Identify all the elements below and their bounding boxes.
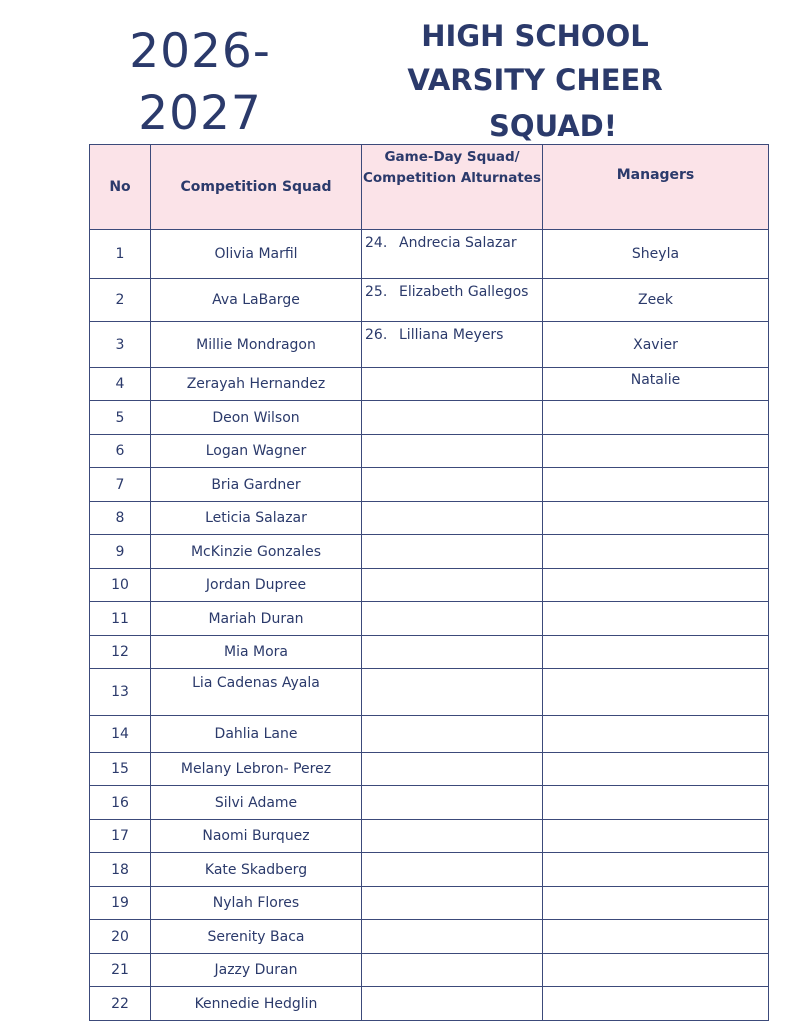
game-day-squad-member: [362, 786, 543, 820]
row-number: 4: [90, 368, 151, 401]
manager: [543, 636, 769, 669]
table-row: [90, 535, 769, 569]
table-row: [90, 569, 769, 602]
game-day-squad-member: [362, 230, 543, 279]
game-day-squad-member: [362, 853, 543, 887]
manager: Zeek: [543, 279, 769, 322]
competition-squad-member: Olivia Marfil: [151, 230, 362, 279]
manager: [543, 954, 769, 987]
table-row: [90, 753, 769, 786]
competition-squad-member: Logan Wagner: [151, 435, 362, 468]
table-row: [90, 716, 769, 753]
manager: [543, 887, 769, 920]
year-heading-line-2: 2027: [138, 86, 262, 141]
table-row: [90, 468, 769, 502]
row-number: 21: [90, 954, 151, 987]
game-day-squad-member: [362, 920, 543, 954]
alternate-number: 26.: [365, 327, 388, 343]
roster-table: [89, 144, 769, 1021]
year-heading-line-1: 2026-: [129, 24, 271, 79]
game-day-squad-member: [362, 502, 543, 535]
row-number: 19: [90, 887, 151, 920]
row-number: 8: [90, 502, 151, 535]
table-row: [90, 279, 769, 322]
competition-squad-member: Serenity Baca: [151, 920, 362, 954]
competition-squad-member: Jazzy Duran: [151, 954, 362, 987]
table-row: [90, 368, 769, 401]
game-day-squad-member: [362, 468, 543, 502]
row-number: 5: [90, 401, 151, 435]
manager: [543, 987, 769, 1021]
competition-squad-member: Ava LaBarge: [151, 279, 362, 322]
table-row: [90, 669, 769, 716]
table-row: [90, 920, 769, 954]
competition-squad-member: Kennedie Hedglin: [151, 987, 362, 1021]
competition-squad-member: Jordan Dupree: [151, 569, 362, 602]
column-header-competition-squad: Competition Squad: [151, 145, 362, 230]
competition-squad-member: Lia Cadenas Ayala: [151, 669, 362, 716]
game-day-squad-member: [362, 636, 543, 669]
competition-squad-member: Millie Mondragon: [151, 322, 362, 368]
table-row: [90, 602, 769, 636]
row-number: 18: [90, 853, 151, 887]
game-day-squad-member: [362, 753, 543, 786]
table-row: [90, 322, 769, 368]
game-day-squad-member: [362, 279, 543, 322]
table-row: [90, 887, 769, 920]
row-number: 10: [90, 569, 151, 602]
table-row: [90, 820, 769, 853]
row-number: 12: [90, 636, 151, 669]
game-day-squad-member: [362, 669, 543, 716]
competition-squad-member: Mariah Duran: [151, 602, 362, 636]
table-row: [90, 502, 769, 535]
row-number: 1: [90, 230, 151, 279]
manager: [543, 502, 769, 535]
table-row: [90, 987, 769, 1021]
alternate-name: Elizabeth Gallegos: [399, 284, 529, 300]
game-day-squad-member: [362, 368, 543, 401]
table-row: [90, 853, 769, 887]
competition-squad-member: Kate Skadberg: [151, 853, 362, 887]
competition-squad-member: McKinzie Gonzales: [151, 535, 362, 569]
manager: [543, 820, 769, 853]
manager: [543, 786, 769, 820]
game-day-squad-member: [362, 401, 543, 435]
row-number: 20: [90, 920, 151, 954]
row-number: 16: [90, 786, 151, 820]
table-row: [90, 786, 769, 820]
column-header-no: No: [90, 145, 151, 230]
manager: [543, 468, 769, 502]
page-title-line-1: HIGH SCHOOL: [421, 19, 649, 53]
alternate-name: Lilliana Meyers: [399, 327, 504, 343]
table-row: [90, 435, 769, 468]
game-day-squad-member: [362, 569, 543, 602]
game-day-squad-member: [362, 887, 543, 920]
manager: [543, 535, 769, 569]
competition-squad-member: Naomi Burquez: [151, 820, 362, 853]
competition-squad-member: Melany Lebron- Perez: [151, 753, 362, 786]
competition-squad-member: Silvi Adame: [151, 786, 362, 820]
row-number: 13: [90, 669, 151, 716]
manager: [543, 435, 769, 468]
row-number: 7: [90, 468, 151, 502]
manager: [543, 853, 769, 887]
manager: Sheyla: [543, 230, 769, 279]
manager: [543, 401, 769, 435]
row-number: 9: [90, 535, 151, 569]
alternate-number: 24.: [365, 235, 388, 251]
roster-body: [90, 230, 769, 1021]
game-day-squad-member: [362, 987, 543, 1021]
page-title-line-2: VARSITY CHEER: [407, 63, 663, 97]
game-day-squad-member: [362, 954, 543, 987]
table-row: [90, 401, 769, 435]
row-number: 22: [90, 987, 151, 1021]
game-day-squad-member: [362, 535, 543, 569]
row-number: 2: [90, 279, 151, 322]
manager: Xavier: [543, 322, 769, 368]
manager: [543, 569, 769, 602]
row-number: 6: [90, 435, 151, 468]
row-number: 17: [90, 820, 151, 853]
competition-squad-member: Mia Mora: [151, 636, 362, 669]
manager: [543, 753, 769, 786]
table-row: [90, 230, 769, 279]
row-number: 3: [90, 322, 151, 368]
manager: [543, 669, 769, 716]
manager: Natalie: [543, 368, 769, 401]
table-header-row: [90, 145, 769, 230]
table-row: [90, 636, 769, 669]
competition-squad-member: Bria Gardner: [151, 468, 362, 502]
manager: [543, 602, 769, 636]
competition-squad-member: Dahlia Lane: [151, 716, 362, 753]
row-number: 14: [90, 716, 151, 753]
manager: [543, 716, 769, 753]
game-day-squad-member: [362, 820, 543, 853]
game-day-squad-member: [362, 322, 543, 368]
game-day-squad-member: [362, 602, 543, 636]
competition-squad-member: Leticia Salazar: [151, 502, 362, 535]
alternate-number: 25.: [365, 284, 388, 300]
manager: [543, 920, 769, 954]
game-day-squad-member: [362, 435, 543, 468]
competition-squad-member: Deon Wilson: [151, 401, 362, 435]
column-header-game-day-squad: Game-Day Squad/ Competition Alturnates: [362, 145, 543, 230]
page-title-line-3: SQUAD!: [489, 109, 617, 143]
game-day-squad-member: [362, 716, 543, 753]
row-number: 11: [90, 602, 151, 636]
column-header-managers: Managers: [543, 145, 769, 230]
row-number: 15: [90, 753, 151, 786]
table-row: [90, 954, 769, 987]
competition-squad-member: Zerayah Hernandez: [151, 368, 362, 401]
alternate-name: Andrecia Salazar: [399, 235, 517, 251]
competition-squad-member: Nylah Flores: [151, 887, 362, 920]
